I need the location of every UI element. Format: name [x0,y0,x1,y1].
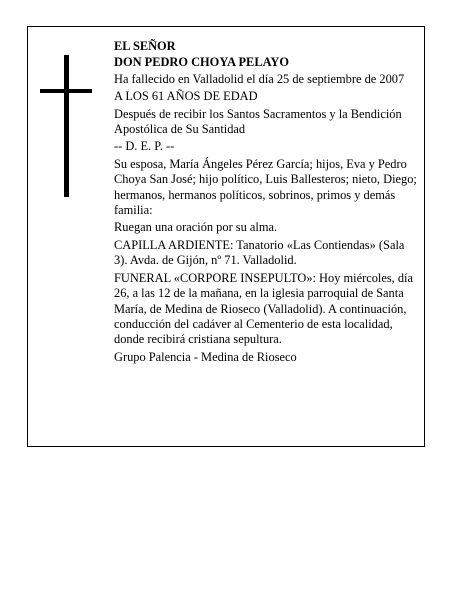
cross-horizontal-bar [40,89,92,93]
family-line: Su esposa, María Ángeles Pérez García; hijos, Eva y Pedro Choya San José; hijo político, Luis Ballesteros; nieto, Diego; hermanos, hermanos políticos, sobrinos, primos y demás familia: [114,156,417,218]
obituary-text [114,39,420,367]
cross-icon [40,55,92,197]
prayer-request: Ruegan una oración por su alma. [114,220,278,235]
heading-title: EL SEÑOR [114,39,176,53]
death-announcement: Ha fallecido en Valladolid el día 25 de septiembre de 2007 [114,71,405,86]
age-line: A LOS 61 AÑOS DE EDAD [114,89,258,104]
cross-vertical-bar [64,55,69,197]
deceased-name: DON PEDRO CHOYA PELAYO [114,55,289,70]
sacraments-line: Después de recibir los Santos Sacramentos y la Bendición Apostólica de Su Santidad [114,106,402,137]
rip-line: -- D. E. P. -- [114,139,175,154]
chapel-info: CAPILLA ARDIENTE: Tanatorio «Las Contiendas» (Sala 3). Avda. de Gijón, nº 71. Valladolid. [114,237,405,268]
obituary-notice [27,26,425,447]
funeral-info: FUNERAL «CORPORE INSEPULTO»: Hoy miércoles, día 26, a las 12 de la mañana, en la iglesia parroquial de Santa María, de Medina de Rioseco (Valladolid). A continuación, conducción del cadáver al Cementerio de esta localidad, donde recibirá cristiana sepultura. [114,270,413,347]
funeral-home: Grupo Palencia - Medina de Rioseco [114,349,297,364]
